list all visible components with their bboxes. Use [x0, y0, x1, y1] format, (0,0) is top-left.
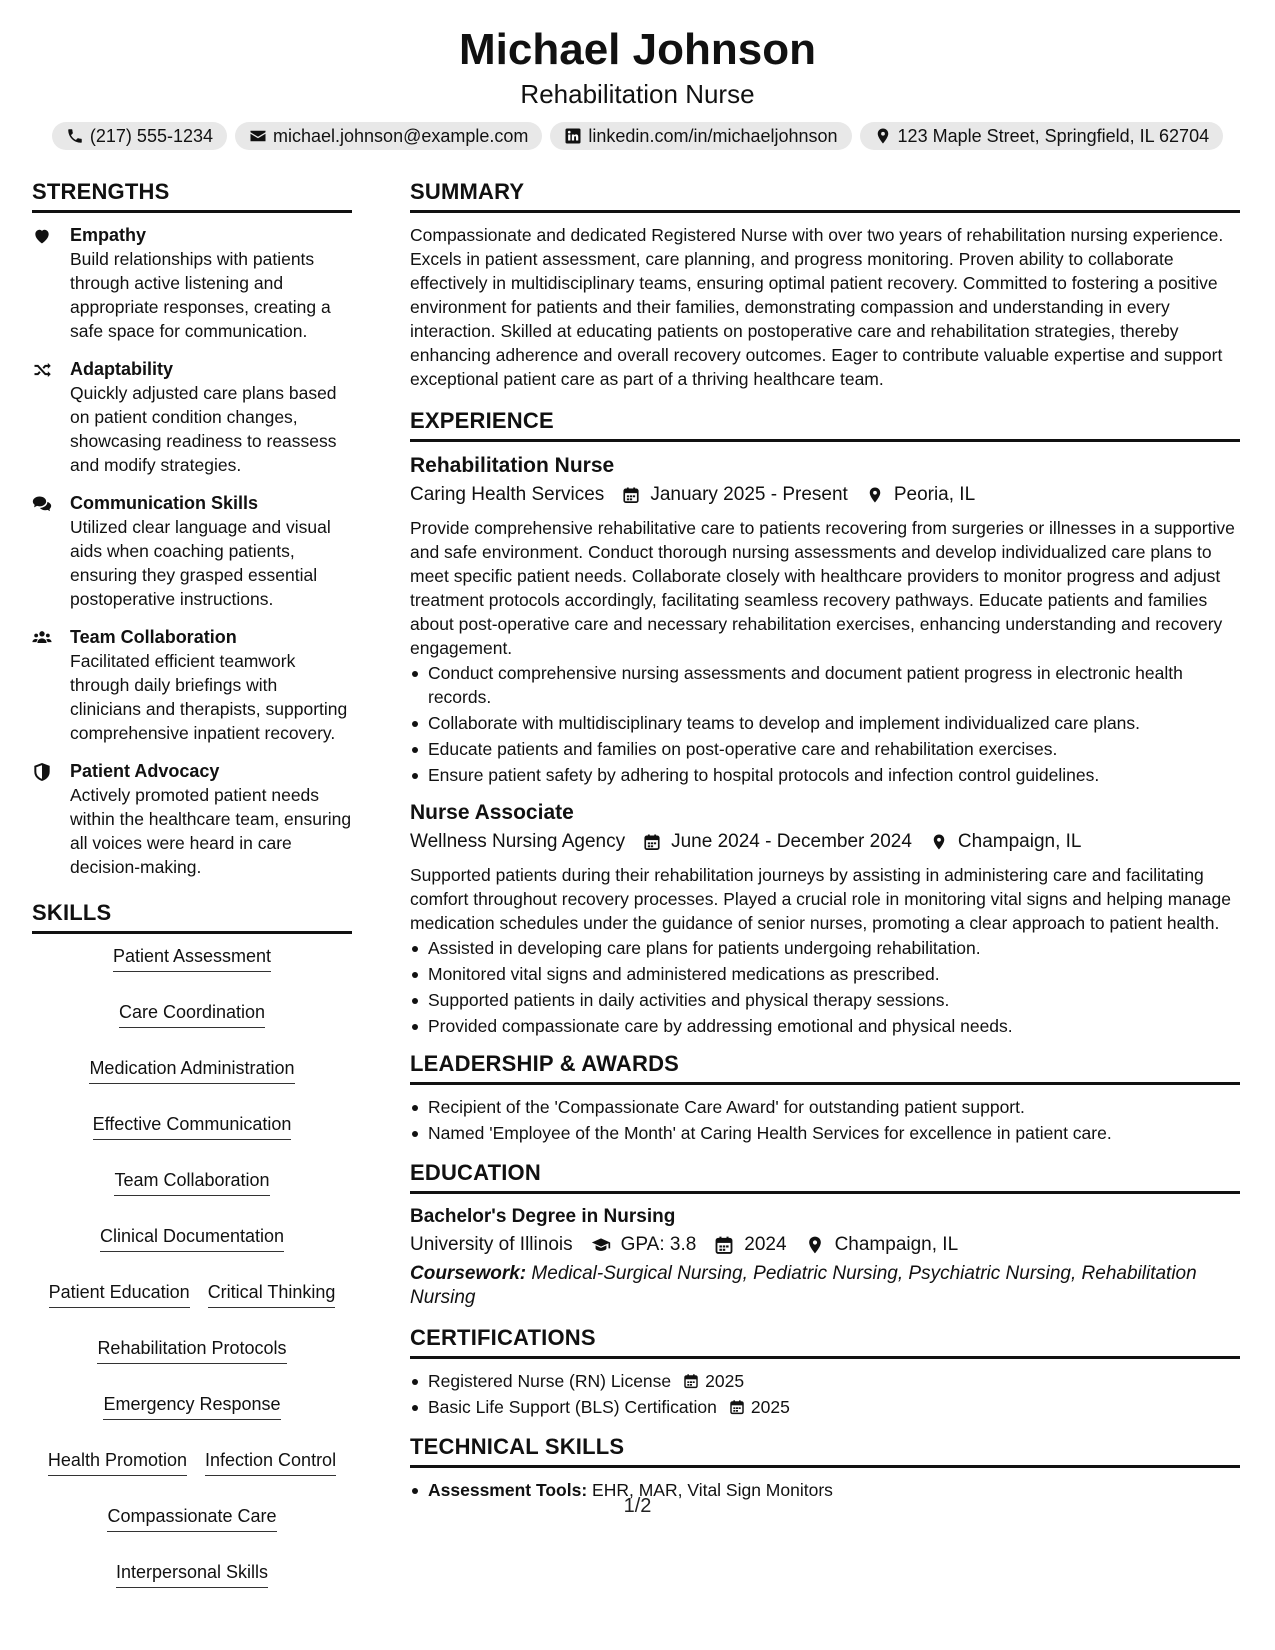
- calendar-icon: [677, 1373, 699, 1389]
- education-heading: EDUCATION: [410, 1159, 1240, 1194]
- address-text: 123 Maple Street, Springfield, IL 62704: [897, 125, 1210, 146]
- skills-heading: SKILLS: [32, 899, 352, 934]
- job-description: Supported patients during their rehabilitation journeys by assisting in administering care and facilitating comfort throughout recovery processes. Played a crucial role in monitoring vital signs and helping manage medication schedules under the guidance of senior nurses, promoting a clear approach to patient health.: [410, 865, 1231, 933]
- map-marker-icon: [930, 833, 948, 851]
- linkedin-pill[interactable]: [550, 122, 851, 150]
- strength-title: Patient Advocacy: [70, 761, 220, 781]
- strength-item: [32, 357, 352, 477]
- company-name: Caring Health Services: [410, 484, 605, 505]
- heart-icon: [32, 223, 70, 343]
- calendar-icon: [714, 1235, 734, 1255]
- skill-tag: Team Collaboration: [114, 1168, 269, 1196]
- company-name: Wellness Nursing Agency: [410, 831, 626, 852]
- technical-skills-heading: TECHNICAL SKILLS: [410, 1433, 1240, 1468]
- shield-icon: [32, 759, 70, 879]
- strength-title: Team Collaboration: [70, 627, 237, 647]
- strength-title: Communication Skills: [70, 493, 259, 513]
- skill-tag: Clinical Documentation: [100, 1224, 284, 1252]
- list-item: Provided compassionate care by addressing emotional and physical needs.: [410, 1014, 1240, 1038]
- strength-title: Empathy: [70, 225, 147, 245]
- list-item: [410, 1395, 1240, 1419]
- certifications-list: [410, 1369, 1240, 1419]
- coursework-list: Medical-Surgical Nursing, Pediatric Nursing, Psychiatric Nursing, Rehabilitation Nursing: [410, 1263, 1197, 1308]
- envelope-icon: [249, 127, 267, 145]
- map-marker-icon: [805, 1235, 825, 1255]
- job-bullets: [410, 661, 1240, 787]
- skill-tag: Health Promotion: [48, 1448, 187, 1476]
- summary-heading: SUMMARY: [410, 178, 1240, 213]
- education-entry: [410, 1204, 1240, 1310]
- linkedin-text: linkedin.com/in/michaeljohnson: [588, 125, 838, 146]
- calendar-icon: [643, 833, 661, 851]
- coursework-label: Coursework:: [410, 1263, 527, 1284]
- skill-tag: Compassionate Care: [107, 1504, 276, 1532]
- graduation-cap-icon: [591, 1235, 611, 1255]
- job-title: Rehabilitation Nurse: [410, 454, 615, 477]
- leadership-heading: LEADERSHIP & AWARDS: [410, 1050, 1240, 1085]
- contact-bar: [0, 122, 1275, 150]
- skill-tag: Patient Assessment: [113, 944, 271, 972]
- skills-list: [32, 944, 352, 1588]
- map-marker-icon: [874, 127, 892, 145]
- list-item: Supported patients in daily activities and physical therapy sessions.: [410, 988, 1240, 1012]
- technical-skill-value: EHR, MAR, Vital Sign Monitors: [592, 1480, 833, 1500]
- job-bullets: [410, 936, 1240, 1038]
- certification-year: 2025: [705, 1371, 745, 1391]
- coursework: [410, 1262, 1240, 1310]
- technical-skill-label: Assessment Tools:: [428, 1480, 588, 1500]
- candidate-name: Michael Johnson: [459, 25, 816, 74]
- list-item: Recipient of the 'Compassionate Care Award' for outstanding patient support.: [410, 1095, 1240, 1119]
- certification-name: Registered Nurse (RN) License: [428, 1371, 672, 1391]
- skill-tag: Emergency Response: [103, 1392, 280, 1420]
- skill-tag: Interpersonal Skills: [116, 1560, 268, 1588]
- list-item: Named 'Employee of the Month' at Caring Health Services for excellence in patient care.: [410, 1121, 1240, 1145]
- shuffle-icon: [32, 357, 70, 477]
- strength-description: Facilitated efficient teamwork through daily briefings with clinicians and therapists, supporting comprehensive inpatient recovery.: [70, 651, 348, 743]
- strength-description: Actively promoted patient needs within the healthcare team, ensuring all voices were heard in care decision-making.: [70, 785, 352, 877]
- summary-text: Compassionate and dedicated Registered Nurse with over two years of rehabilitation nursing experience. Excels in patient assessment, care planning, and progress monitoring. Proven ability to collaborate effectively in multidisciplinary teams, ensuring optimal patient recovery. Committed to fostering a positive environment for patients and their families, demonstrating compassion and understanding in every interaction. Skilled at educating patients on postoperative care and rehabilitation strategies, thereby enhancing adherence and overall recovery outcomes. Eager to contribute valuable expertise and support exceptional patient care as part of a thriving healthcare team.: [410, 225, 1224, 389]
- list-item: Conduct comprehensive nursing assessments and document patient progress in electronic health records.: [410, 661, 1240, 709]
- left-column: [32, 178, 352, 1598]
- list-item: [410, 1369, 1240, 1393]
- job-location: Peoria, IL: [893, 484, 976, 505]
- certification-year: 2025: [750, 1397, 790, 1417]
- leadership-list: [410, 1095, 1240, 1145]
- job-description: Provide comprehensive rehabilitative care to patients recovering from surgeries or illnesses in a supportive and safe environment. Conduct thorough nursing assessments and develop individualized care plans to meet specific patient needs. Collaborate closely with healthcare providers to monitor progress and adjust treatment protocols accordingly, facilitating seamless recovery pathways. Educate patients and families about post-operative care and necessary rehabilitation exercises, enhancing understanding and recovery engagement.: [410, 518, 1235, 658]
- email-text: michael.johnson@example.com: [273, 125, 529, 146]
- strength-item: [32, 491, 352, 611]
- strength-item: [32, 759, 352, 879]
- list-item: Monitored vital signs and administered medications as prescribed.: [410, 962, 1240, 986]
- skill-tag: Patient Education: [49, 1280, 190, 1308]
- strength-title: Adaptability: [70, 359, 174, 379]
- school-name: University of Illinois: [410, 1234, 573, 1255]
- list-item: Educate patients and families on post-operative care and rehabilitation exercises.: [410, 737, 1240, 761]
- list-item: Ensure patient safety by adhering to hospital protocols and infection control guidelines.: [410, 763, 1240, 787]
- strength-description: Quickly adjusted care plans based on patient condition changes, showcasing readiness to reassess and modify strategies.: [70, 383, 337, 475]
- linkedin-icon: [564, 127, 582, 145]
- strength-description: Utilized clear language and visual aids when coaching patients, ensuring they grasped essential postoperative instructions.: [70, 517, 331, 609]
- job-title: Nurse Associate: [410, 801, 574, 824]
- list-item: Assisted in developing care plans for patients undergoing rehabilitation.: [410, 936, 1240, 960]
- job-dates: June 2024 - December 2024: [671, 831, 912, 852]
- list-item: Collaborate with multidisciplinary teams to develop and implement individualized care plans.: [410, 711, 1240, 735]
- gpa: GPA: 3.8: [620, 1234, 697, 1255]
- job-meta: [410, 480, 1240, 510]
- job-entry: [410, 452, 1240, 787]
- job-dates: January 2025 - Present: [650, 484, 848, 505]
- skill-tag: Rehabilitation Protocols: [97, 1336, 286, 1364]
- skill-tag: Effective Communication: [93, 1112, 292, 1140]
- job-entry: [410, 799, 1240, 1038]
- phone-text: (217) 555-1234: [89, 125, 213, 146]
- comments-icon: [32, 491, 70, 611]
- calendar-icon: [723, 1399, 745, 1415]
- skill-tag: Infection Control: [205, 1448, 336, 1476]
- education-location: Champaign, IL: [834, 1234, 959, 1255]
- address-pill[interactable]: [860, 122, 1224, 150]
- degree-title: Bachelor's Degree in Nursing: [410, 1206, 676, 1227]
- skill-tag: Critical Thinking: [208, 1280, 336, 1308]
- right-column: [410, 178, 1240, 1598]
- certification-name: Basic Life Support (BLS) Certification: [428, 1397, 717, 1417]
- email-pill[interactable]: [235, 122, 542, 150]
- calendar-icon: [622, 486, 640, 504]
- resume-header: [0, 0, 1275, 150]
- phone-icon: [66, 127, 84, 145]
- skill-tag: Medication Administration: [89, 1056, 294, 1084]
- candidate-role: Rehabilitation Nurse: [520, 79, 755, 109]
- users-icon: [32, 625, 70, 745]
- strength-item: [32, 223, 352, 343]
- job-meta: [410, 827, 1240, 857]
- strength-item: [32, 625, 352, 745]
- phone-pill[interactable]: [52, 122, 227, 150]
- strength-description: Build relationships with patients through active listening and appropriate responses, creating a safe space for communication.: [70, 249, 331, 341]
- strengths-heading: STRENGTHS: [32, 178, 352, 213]
- certifications-heading: CERTIFICATIONS: [410, 1324, 1240, 1359]
- experience-heading: EXPERIENCE: [410, 407, 1240, 442]
- resume-body: [32, 178, 1243, 1598]
- map-marker-icon: [866, 486, 884, 504]
- job-location: Champaign, IL: [957, 831, 1082, 852]
- skill-tag: Care Coordination: [119, 1000, 265, 1028]
- page-number: 1/2: [623, 1495, 652, 1517]
- graduation-year: 2024: [744, 1234, 787, 1255]
- education-meta: [410, 1230, 1240, 1260]
